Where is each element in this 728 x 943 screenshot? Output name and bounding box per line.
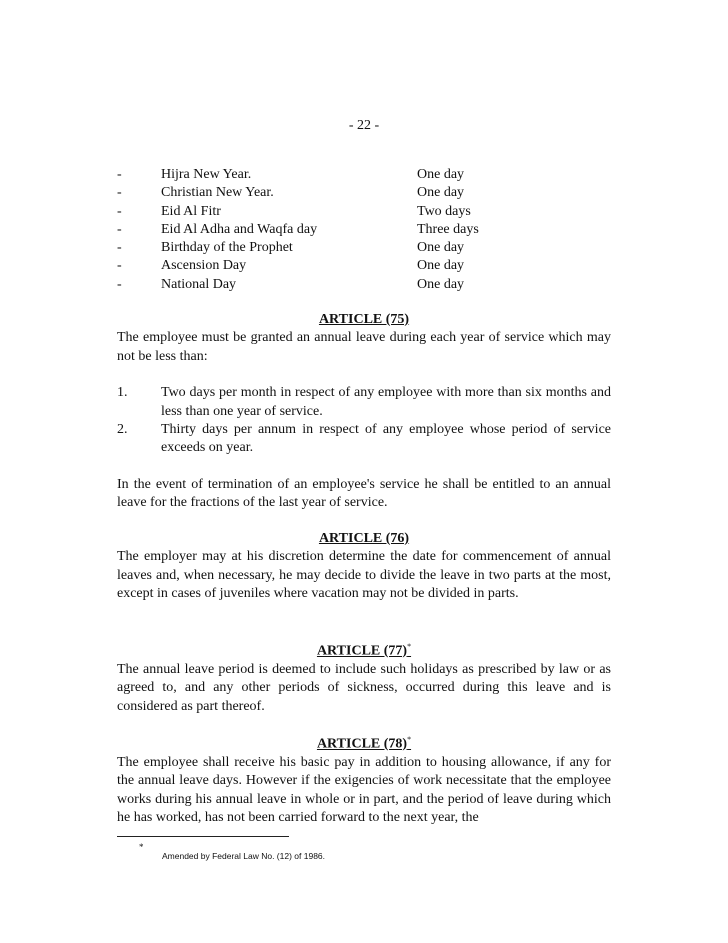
numbered-item <box>117 421 611 458</box>
holiday-duration: One day <box>417 258 465 274</box>
footnote-mark: * <box>139 842 144 852</box>
footnote-text: Amended by Federal Law No. (12) of 1986. <box>162 851 326 861</box>
list-dash: - <box>117 203 122 219</box>
article-77-title <box>117 638 611 661</box>
article-77-text: The annual leave period is deemed to include such holidays as prescribed by law or as agreed to, and any other periods of sickness, occurred during this leave and is considered as part thereof. <box>117 662 611 714</box>
holiday-name: Eid Al Adha and Waqfa day <box>161 221 318 237</box>
holiday-list <box>117 166 617 294</box>
list-dash: - <box>117 185 122 201</box>
holiday-row <box>117 166 617 184</box>
holiday-duration: Three days <box>417 221 479 237</box>
holiday-row <box>117 221 617 239</box>
item-text: Two days per month in respect of any employee with more than six months and less than one year of service. <box>161 385 611 419</box>
article-75-title: ARTICLE (75) <box>318 312 410 327</box>
article-75-closing: In the event of termination of an employee's service he shall be entitled to an annual leave for the fractions of the last year of service. <box>117 476 611 511</box>
holiday-name: Eid Al Fitr <box>161 203 221 219</box>
article-78-title <box>117 731 611 754</box>
article-76-title: ARTICLE (76) <box>318 531 410 546</box>
item-number: 2. <box>117 422 128 438</box>
holiday-duration: One day <box>417 185 465 201</box>
item-number: 1. <box>117 385 128 401</box>
footnote-marker: * <box>407 642 412 651</box>
holiday-duration: One day <box>417 240 465 256</box>
article-76-text: The employer may at his discretion determine the date for commencement of annual leaves and, when necessary, he may decide to divide the leave in two parts at the most, except in cases of juveniles where vacation may not be divided in parts. <box>117 549 611 602</box>
holiday-duration: One day <box>417 167 465 182</box>
article-78-text: The employee shall receive his basic pay in addition to housing allowance, if any for the annual leave days. However if the exigencies of work necessitate that the employee works during his annual leave in whole or in part, and the period of leave during which he has worked, has not been carried forward to the next year, the <box>117 755 611 826</box>
holiday-name: National Day <box>161 276 237 292</box>
article-78 <box>117 731 611 828</box>
holiday-row <box>117 239 617 257</box>
holiday-row <box>117 184 617 202</box>
item-text: Thirty days per annum in respect of any employee whose period of service exceeds on year. <box>161 422 611 456</box>
list-dash: - <box>117 258 122 274</box>
article-77 <box>117 638 611 716</box>
footnote-marker: * <box>407 735 412 744</box>
article-75-intro: The employee must be granted an annual leave during each year of service which may not be less than: <box>117 330 611 364</box>
holiday-duration: Two days <box>417 203 471 219</box>
footnote-divider <box>117 836 289 837</box>
article-76 <box>117 530 611 604</box>
holiday-row <box>117 257 617 275</box>
article-75 <box>117 311 611 513</box>
holiday-row <box>117 203 617 221</box>
numbered-item <box>117 384 611 421</box>
holiday-name: Birthday of the Prophet <box>161 240 293 256</box>
holiday-name: Ascension Day <box>161 258 247 274</box>
article-78-title-text: ARTICLE (78) <box>316 736 408 752</box>
holiday-name: Christian New Year. <box>161 185 274 201</box>
list-dash: - <box>117 167 122 182</box>
list-dash: - <box>117 240 122 256</box>
article-77-title-text: ARTICLE (77) <box>316 643 408 659</box>
list-dash: - <box>117 221 122 237</box>
page-number: - 22 - <box>348 118 380 133</box>
holiday-duration: One day <box>417 276 465 292</box>
list-dash: - <box>117 276 122 292</box>
holiday-name: Hijra New Year. <box>161 167 252 182</box>
holiday-row <box>117 276 617 294</box>
